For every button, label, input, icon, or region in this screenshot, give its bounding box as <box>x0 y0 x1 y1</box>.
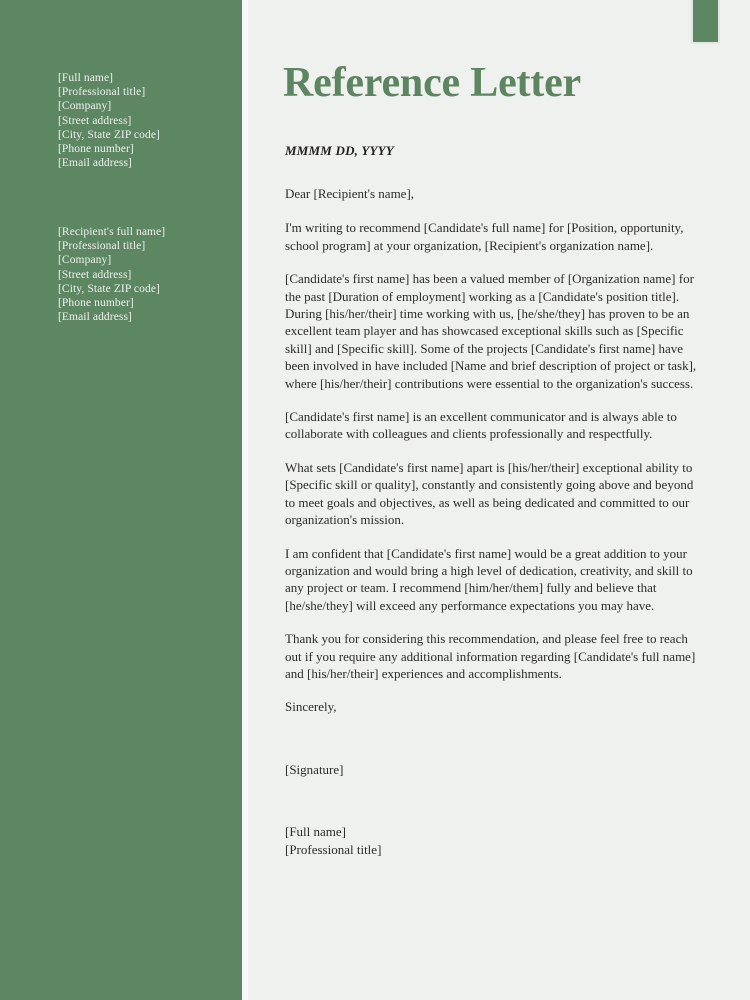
page-title: Reference Letter <box>283 60 581 106</box>
paragraph-confidence: I am confident that [Candidate's first name] would be a great addition to your organization and would bring a high level of dedication, creativity, and skill to any project or team. I recommend [him/her/them] fully and believe that [he/she/they] will exceed any performance expectations you may have. <box>285 545 693 613</box>
recipient-phone-number: [Phone number] <box>58 297 134 310</box>
closing-full-name: [Full name] <box>285 824 347 840</box>
recipient-email-address: [Email address] <box>58 311 132 324</box>
paragraph-communication: [Candidate's first name] is an excellent communicator and is always able to collaborate with colleagues and clients professionally and respectfully. <box>285 409 677 442</box>
sidebar-divider <box>242 0 248 1000</box>
recipient-city-state-zip: [City, State ZIP code] <box>58 282 160 295</box>
recipient-professional-title: [Professional title] <box>58 240 146 253</box>
letter-body <box>285 185 697 858</box>
recipient-address-block <box>58 225 165 324</box>
recipient-company: [Company] <box>58 254 112 267</box>
sender-email-address: [Email address] <box>58 157 132 170</box>
recipient-street-address: [Street address] <box>58 268 132 281</box>
sign-off: Sincerely, <box>285 699 337 715</box>
paragraph-distinguishing-qualities: What sets [Candidate's first name] apart is [his/her/their] exceptional ability to [Specific skill or quality], constantly and consistently going above and beyond to meet goals and objectives, as well as being dedicated and committed to our organization's mission. <box>285 459 694 528</box>
letter-date: MMMM DD, YYYY <box>285 143 394 158</box>
sender-city-state-zip: [City, State ZIP code] <box>58 128 160 141</box>
sender-professional-title: [Professional title] <box>58 86 146 99</box>
sender-company: [Company] <box>58 100 112 113</box>
signature-placeholder: [Signature] <box>285 761 344 777</box>
salutation: Dear [Recipient's name], <box>285 186 415 201</box>
closing-name-block <box>285 794 697 858</box>
sender-full-name: [Full name] <box>58 72 114 84</box>
sender-street-address: [Street address] <box>58 114 132 127</box>
paragraph-closing-thanks: Thank you for considering this recommendation, and please feel free to reach out if you require any additional information regarding [Candidate's full name] and [his/her/their] experiences and accomplishments. <box>285 631 696 681</box>
letter-content <box>283 0 697 1000</box>
recipient-full-name: [Recipient's full name] <box>58 226 166 238</box>
paragraph-intro: I'm writing to recommend [Candidate's full name] for [Position, opportunity, school program] at your organization, [Recipient's organization name]. <box>285 220 684 253</box>
closing-professional-title: [Professional title] <box>285 841 382 857</box>
paragraph-background: [Candidate's first name] has been a valued member of [Organization name] for the past [Duration of employment] working as a [Candidate's position title]. During [his/her/their] time working with us, [he/she/they] has proven to be an excellent team player and has showcased exceptional skills such as [Specific skill] and [Specific skill]. Some of the projects [Candidate's first name] have been involved in have included [Name and brief description of project or task], where [his/her/their] contributions were essential to the organization's success. <box>285 271 697 391</box>
sender-address-block <box>58 71 160 170</box>
sender-phone-number: [Phone number] <box>58 143 134 156</box>
